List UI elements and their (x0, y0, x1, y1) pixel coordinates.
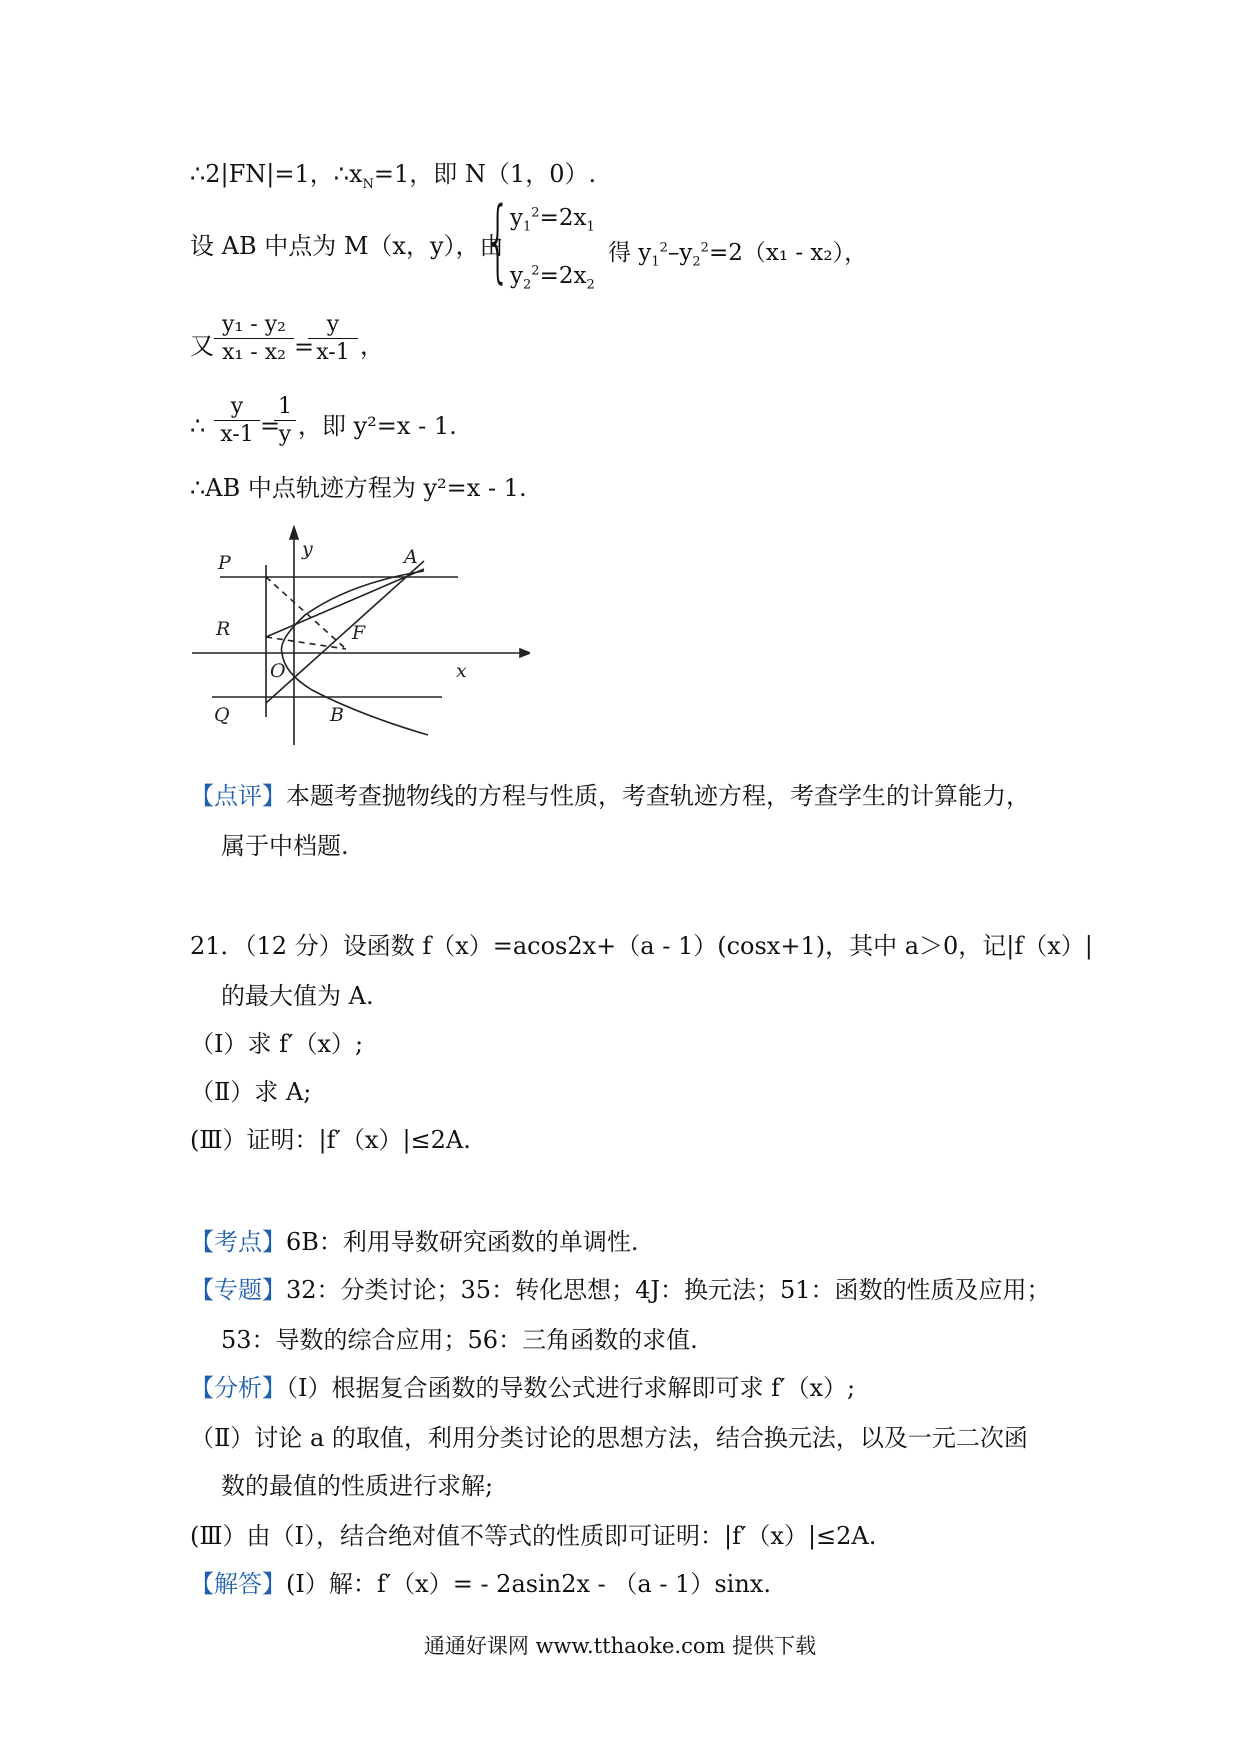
frac2-den: x-1 (316, 340, 350, 365)
eq2-rhs-sub: 2 (586, 277, 595, 293)
label-b: B (330, 704, 344, 726)
midpoint-intro: 设 AB 中点为 M（x，y），由 (190, 232, 504, 260)
jieda-text: (I）解：f′（x）= - 2asin2x - （a - 1）sinx. (286, 1570, 771, 1598)
label-o: O (270, 660, 286, 682)
fenxi-part-3: (Ⅲ）由（I），结合绝对值不等式的性质即可证明：|f′（x）|≤2A. (190, 1522, 877, 1550)
q21-part-3: (Ⅲ）证明：|f′（x）|≤2A. (190, 1126, 471, 1154)
jieda-tag: 【解答】 (190, 1570, 286, 1598)
fraction-slope-1 (214, 312, 294, 365)
eq2-sup: 2 (531, 263, 540, 279)
line-fn (190, 160, 596, 192)
q21-line-1: 21．（12 分）设函数 f（x）=acos2x+（a - 1）(cosx+1)，其中 a＞0，记|f（x）| (190, 932, 1093, 960)
trajectory-line: ∴AB 中点轨迹方程为 y²=x - 1. (190, 474, 527, 502)
fenxi-part-2: （Ⅱ）讨论 a 的取值，利用分类讨论的思想方法，结合换元法，以及一元二次函 (190, 1424, 1028, 1452)
frac4-den: y (278, 422, 292, 447)
label-r: R (216, 618, 231, 640)
jieda-line (190, 1570, 771, 1599)
label-x: x (456, 660, 467, 682)
label-p: P (218, 552, 231, 574)
line-fn-tail: =1，即 N（1，0）. (373, 160, 597, 188)
comment-text: 本题考查抛物线的方程与性质，考查轨迹方程，考查学生的计算能力， (286, 782, 1030, 810)
zhuanti-tag: 【专题】 (190, 1276, 286, 1304)
label-f: F (352, 622, 366, 644)
eq2-y: y (510, 263, 523, 289)
eq1-sub: 1 (523, 219, 532, 235)
q21-part-1: （Ⅰ）求 f′（x）; (190, 1030, 364, 1058)
page-footer: 通通好课网 www.tthaoke.com 提供下载 (423, 1634, 817, 1658)
diff-equation: 得 $y_1^2-y_2^2=2(x_1 - x_2)$， (608, 240, 868, 270)
eq1-y: y (510, 205, 523, 231)
result-tail: ，即 y²=x - 1. (298, 412, 457, 440)
line-ra (266, 569, 424, 637)
q21-line-2: 的最大值为 A. (221, 982, 374, 1010)
zhuanti-text: 32：分类讨论；35：转化思想；4J：换元法；51：函数的性质及应用； (286, 1276, 1051, 1304)
therefore-label: ∴ (190, 412, 206, 440)
frac3-num: y (230, 394, 244, 419)
parabola-figure (190, 525, 530, 755)
kaodian-text: 6B：利用导数研究函数的单调性. (286, 1228, 639, 1256)
eq2-sub: 2 (523, 277, 532, 293)
fenxi-tag: 【分析】 (190, 1374, 286, 1402)
diff-eq-rhs: =2（x₁ - x₂）， (708, 240, 868, 266)
fenxi-line (190, 1374, 855, 1403)
equals-sign-1: = (294, 333, 315, 361)
comma-1: ， (360, 332, 384, 360)
system-brace: { (485, 188, 511, 293)
fraction-slope-2 (308, 312, 358, 365)
frac4-num: 1 (278, 394, 292, 419)
kaodian-tag: 【考点】 (190, 1228, 286, 1256)
fenxi-part-2b: 数的最值的性质进行求解; (221, 1472, 494, 1500)
fenxi-text: （Ⅰ）根据复合函数的导数公式进行求解即可求 f′（x）; (286, 1374, 856, 1402)
frac1-den: x₁ - x₂ (222, 340, 286, 365)
eq2-rhs: =2x (539, 263, 587, 289)
eq1-sup: 2 (531, 205, 540, 221)
x-axis-arrow (520, 649, 530, 657)
eq1-rhs-sub: 1 (586, 219, 595, 235)
comment-line-2: 属于中档题. (221, 832, 349, 860)
frac1-num: y₁ - y₂ (222, 312, 286, 337)
comment-line (190, 782, 1030, 811)
label-y: y (302, 538, 313, 560)
line-fn-sub: N (362, 176, 374, 192)
system-eq-2 (510, 263, 595, 293)
get-label: 得 (608, 240, 631, 266)
eq1-rhs: =2x (539, 205, 587, 231)
y-axis-arrow (290, 527, 298, 539)
again-label: 又 (190, 332, 214, 360)
frac2-num: y (326, 312, 340, 337)
fraction-result-1 (214, 394, 260, 447)
zhuanti-line-2: 53：导数的综合应用；56：三角函数的求值. (221, 1326, 698, 1354)
frac3-den: x-1 (220, 422, 254, 447)
equals-sign-2: = (260, 412, 281, 440)
fraction-result-2 (274, 394, 296, 447)
label-q: Q (214, 704, 230, 726)
line-fn-text: ∴2|FN|=1，∴x (190, 160, 363, 188)
label-a: A (404, 546, 418, 568)
q21-part-2: （Ⅱ）求 A; (190, 1078, 312, 1106)
kaodian-line (190, 1228, 639, 1257)
system-eq-1 (510, 205, 595, 235)
comment-tag: 【点评】 (190, 782, 286, 810)
zhuanti-line (190, 1276, 1051, 1305)
